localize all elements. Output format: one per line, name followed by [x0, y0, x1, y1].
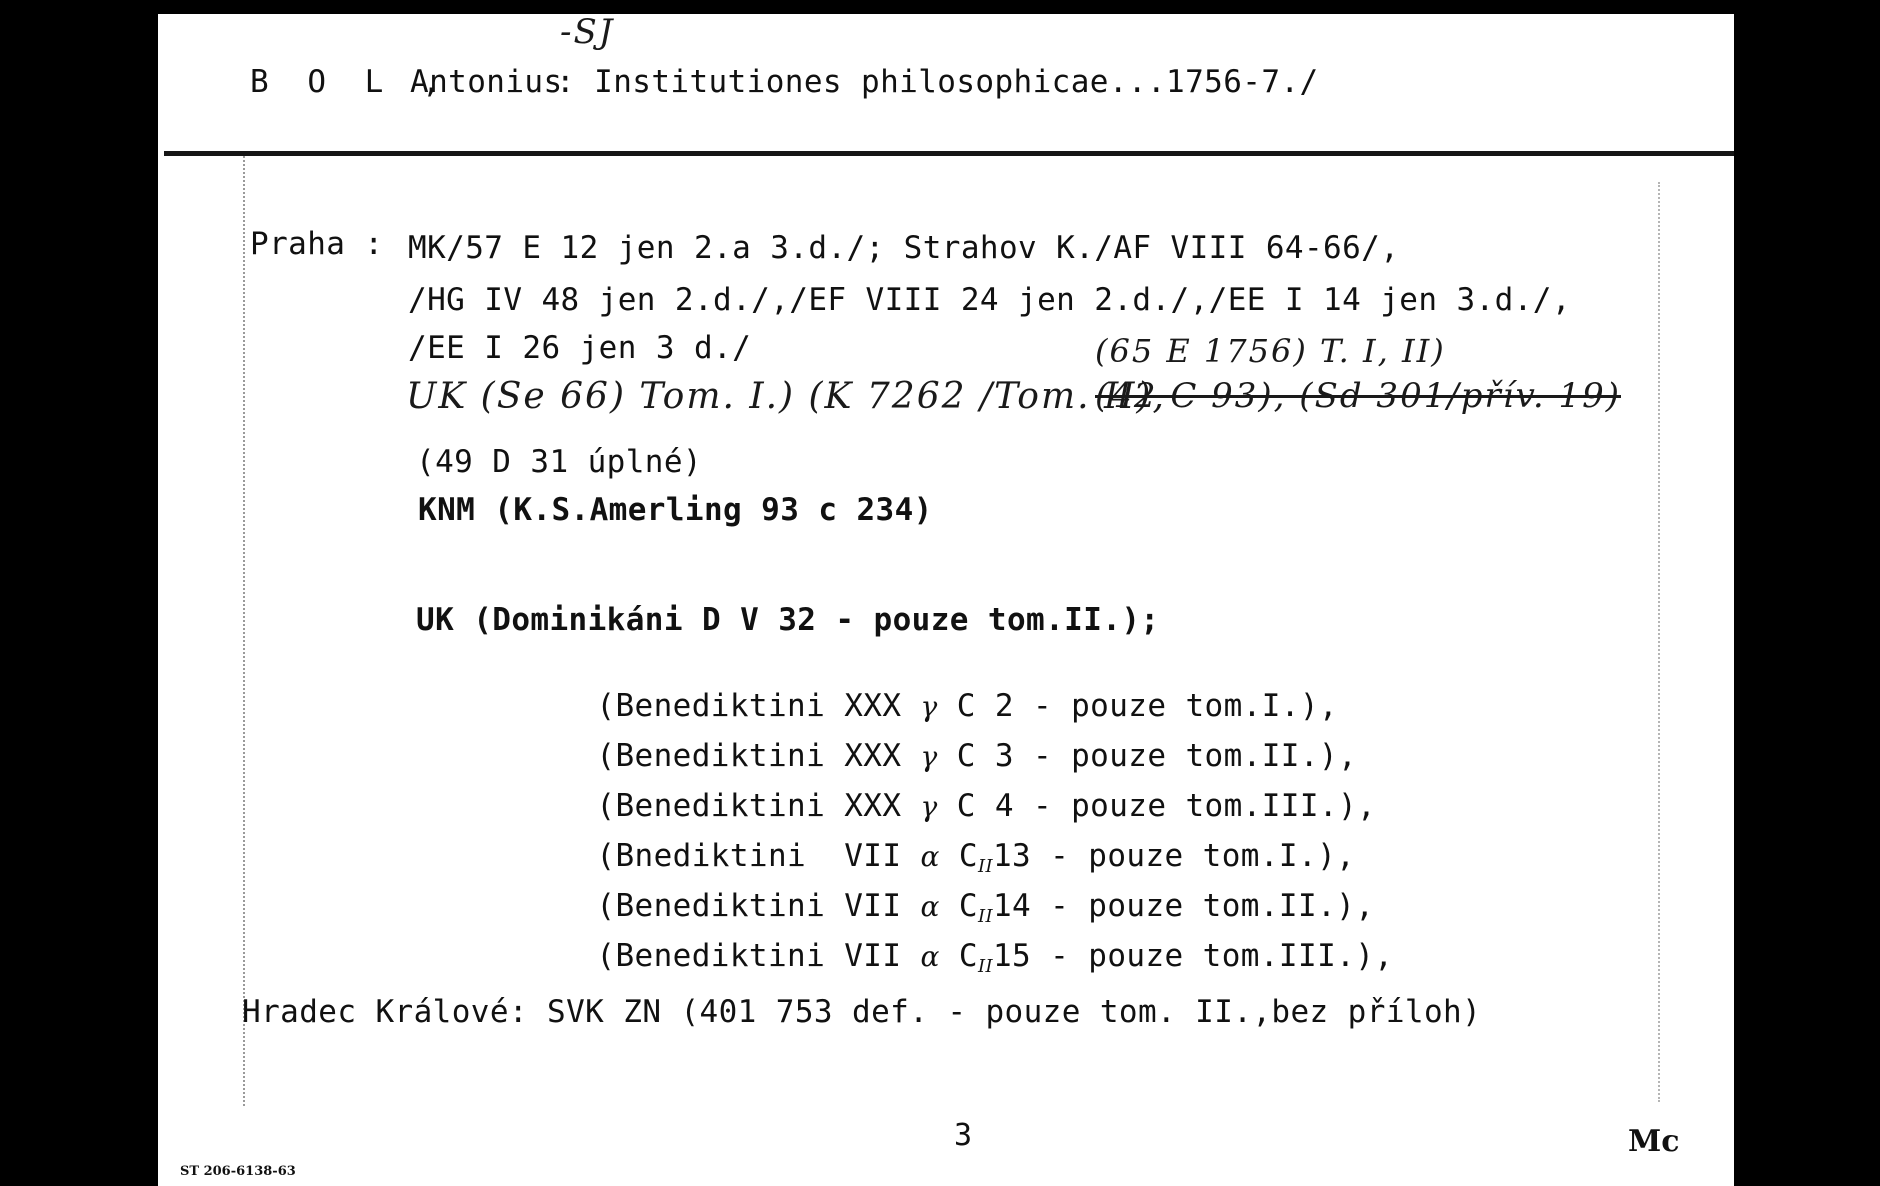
greek-letter: γ [920, 790, 938, 823]
uk-benediktini-entry: (Bnediktini VII α $C_{II}13$ - pouze tom.I.), [596, 838, 1356, 877]
uk-benediktini-entry: (Benediktini VII α $C_{II}15$ - pouze tom.III.), [596, 938, 1394, 977]
praha-line-5: KNM (K.S.Amerling 93 c 234) [418, 492, 933, 528]
handwritten-insert: -SJ [560, 12, 615, 52]
handwritten-shelfmarks: UK (Se 66) Tom. I.) (K 7262 /Tom. II), [406, 376, 1166, 417]
work-title: : Institutiones philosophicae...1756-7./ [556, 64, 1319, 100]
author-given-name: Antonius [410, 64, 563, 100]
header-divider [164, 151, 1734, 156]
print-code: ST 206-6138-63 [180, 1164, 296, 1179]
greek-letter: α [920, 940, 940, 973]
greek-letter: γ [920, 690, 938, 723]
author-surname: B O L , [250, 64, 451, 100]
location-label-praha: Praha : [250, 226, 384, 262]
greek-letter: α [920, 890, 940, 923]
left-margin-line [243, 156, 245, 1106]
praha-line-1: MK/57 E 12 jen 2.a 3.d./; Strahov K./AF VIII 64-66/, [408, 230, 1400, 266]
praha-line-4: (49 D 31 úplné) [416, 444, 702, 480]
uk-benediktini-entry: (Benediktini XXX γ C 3 - pouze tom.II.), [596, 738, 1358, 774]
handwritten-shelfmark-above: (65 E 1756) T. I, II) [1095, 332, 1446, 370]
praha-line-2: /HG IV 48 jen 2.d./,/EF VIII 24 jen 2.d./,/EE I 14 jen 3.d./, [408, 282, 1571, 318]
uk-benediktini-entry: (Benediktini VII α $C_{II}14$ - pouze tom.II.), [596, 888, 1375, 927]
praha-line-3: /EE I 26 jen 3 d./ [408, 330, 752, 366]
card-header [158, 14, 1734, 146]
greek-letter: α [920, 840, 940, 873]
right-margin-line [1658, 182, 1660, 1102]
uk-benediktini-entry: (Benediktini XXX γ C 4 - pouze tom.III.), [596, 788, 1377, 824]
hradec-kralove-holdings: Hradec Králové: SVK ZN (401 753 def. - pouze tom. II.,bez příloh) [242, 994, 1482, 1030]
uk-dominikani-line: UK (Dominikáni D V 32 - pouze tom.II.); [416, 602, 1160, 638]
handwritten-struck-shelfmarks: (42 C 93), (Sd 301/přív. 19) [1095, 376, 1621, 416]
page-number: 3 [954, 1118, 973, 1153]
catalog-card [158, 14, 1734, 1186]
greek-letter: γ [920, 740, 938, 773]
cataloger-mark: Mc [1628, 1124, 1680, 1159]
uk-benediktini-entry: (Benediktini XXX γ C 2 - pouze tom.I.), [596, 688, 1338, 724]
